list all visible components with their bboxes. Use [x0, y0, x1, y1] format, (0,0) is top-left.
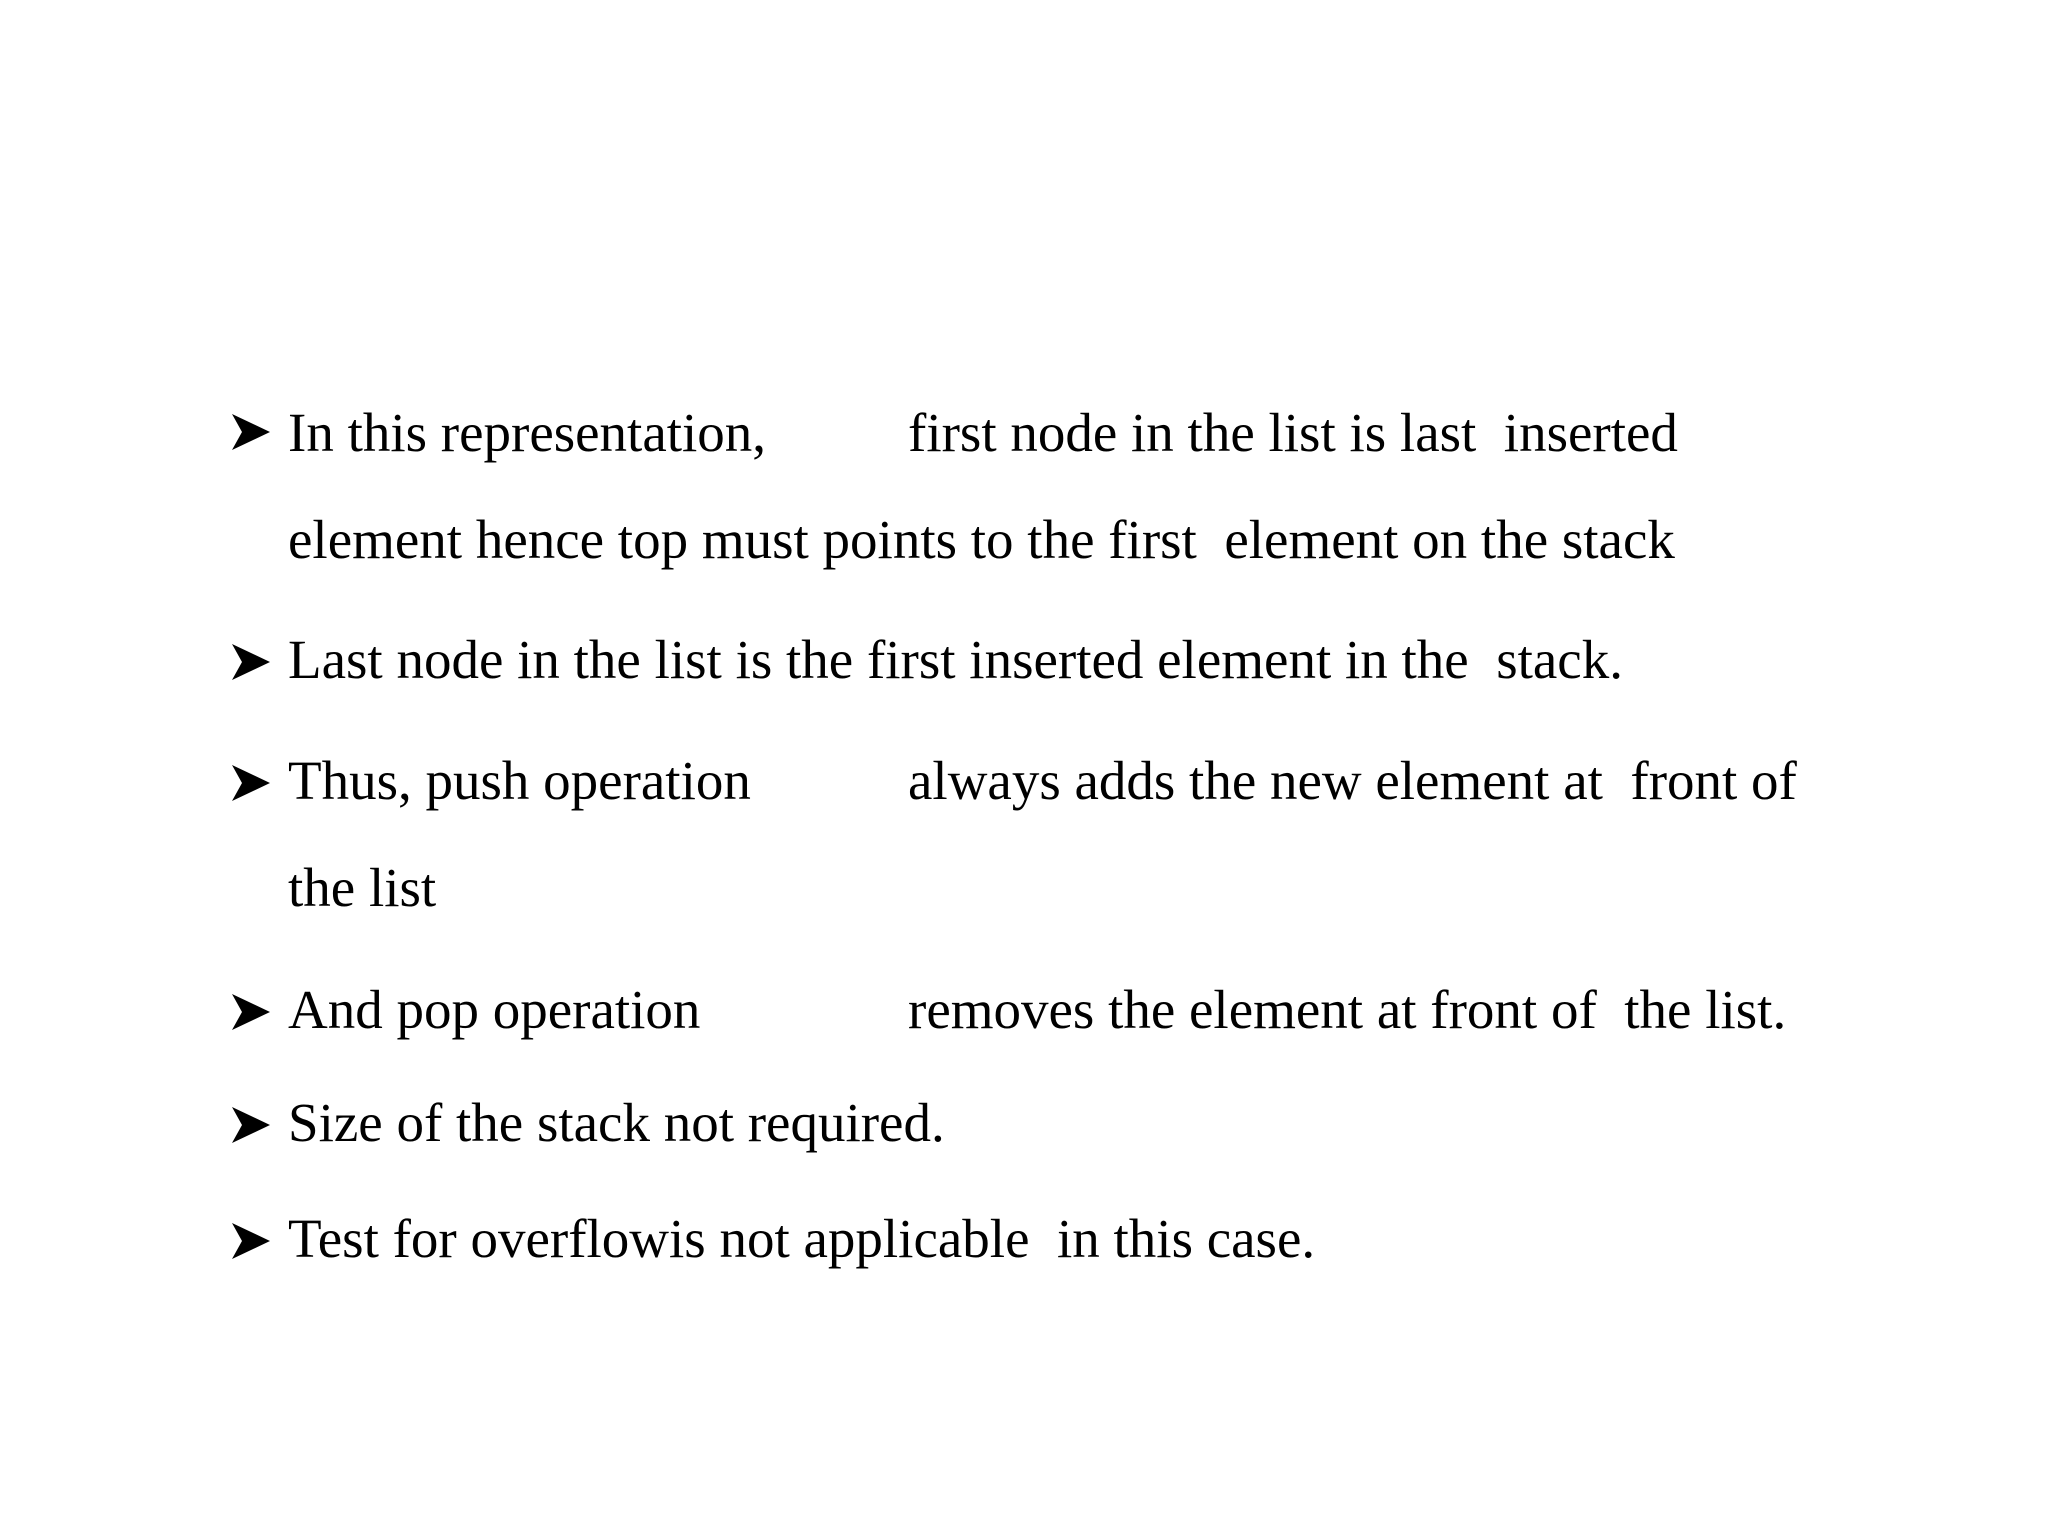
bullet-1-lead: In this representation, [288, 402, 767, 463]
bullet-6-text: Test for overflowis not applicable in this case. [288, 1208, 1316, 1269]
arrowhead-bullet-icon [230, 642, 274, 682]
arrowhead-bullet-icon [230, 992, 274, 1032]
bullet-3-rest: always adds the new element at front of [908, 750, 1797, 811]
arrowhead-bullet-icon [230, 1105, 274, 1145]
bullet-3-lead: Thus, push operation [288, 750, 751, 811]
bullet-2-text: Last node in the list is the first inserted element in the stack. [288, 629, 1623, 690]
arrowhead-bullet-icon [230, 1221, 274, 1261]
bullet-5-text: Size of the stack not required. [288, 1092, 945, 1153]
arrowhead-bullet-icon [230, 763, 274, 803]
bullet-4-lead: And pop operation [288, 979, 701, 1040]
bullet-1-rest: first node in the list is last inserted [908, 402, 1678, 463]
bullet-1-continuation: element hence top must points to the first element on the stack [288, 509, 1675, 570]
arrowhead-bullet-icon [230, 412, 274, 452]
bullet-3-continuation: the list [288, 857, 437, 918]
bullet-4-rest: removes the element at front of the list. [908, 979, 1787, 1040]
